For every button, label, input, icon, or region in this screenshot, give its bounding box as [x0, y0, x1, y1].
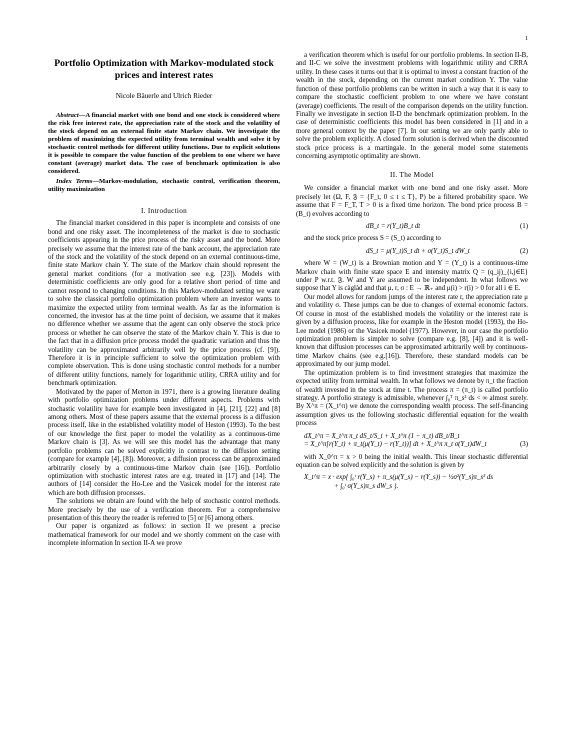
- equation-2-body: dS_t = μ(Y_t)S_t dt + σ(Y_t)S_t dW_t: [366, 247, 470, 255]
- equation-3-number: (3): [519, 441, 528, 449]
- index-terms: [48, 178, 280, 194]
- model-paragraph: The optimization problem is to find investment strategies that maximize the expected utility from terminal wealth. In what follows we denote by π_t the fraction of wealth invested in the stock at time t. The process π = (π_t) is called portfolio strategy. A portfolio strategy is admissible, whenever ∫₀ᵀ π_s² ds < ∞ almost surely. By X^π = (X_t^π) we denote the corresponding wealth process. The self-financing assumption gives us the following stochastic differential equation for the wealth process: [296, 369, 528, 428]
- page-number: 1: [525, 36, 528, 42]
- model-paragraph: with X_0^π = x > 0 being the initial wealth. This linear stochastic differential equation can be solved explicitly and the solution is given by: [296, 453, 528, 469]
- intro-paragraph: The financial market considered in this paper is incomplete and consists of one bond and one risky asset. The incompleteness of the market is due to stochastic coefficients appearing in the price process of the risky asset and the bond. More precisely we assume that the interest rate of the bank account, the appreciation rate of the stock and the volatility of the stock depend on an external continuous-time, finite state Markov chain Y. The state of the Markov chain should represent the general market conditions (for a motivation see e.g. [23]). Models with deterministic coefficients are only good for a relative short period of time and cannot respond to changing conditions. In this Markov-modulated setting we want to solve the classical portfolio optimization problem where an investor wants to maximize the expected utility from terminal wealth. As far as the information is concerned, the investor has at the time point of decision, we assume that it makes no difference whether we assume that the agent can only observe the stock price process or whether he can observe the state of the Markov chain Y. This is due to the fact that in a diffusion price process model the quadratic variation and thus the volatility can be approximated arbitrarily well by the price process (cf. [9]). Therefore it is in principle sufficient to solve the optimization problem with complete observation. This is done using stochastic control methods for a number of different utility functions, namely for logarithmic utility, CRRA utility and for benchmark optimization.: [48, 220, 280, 388]
- intro-paragraph: Our paper is organized as follows: in section II we present a precise mathematical framework for our model and we shortly comment on the case with incomplete information In section II-A we prove: [48, 523, 280, 548]
- equation-4: [296, 474, 528, 491]
- equation-4b-body: + ∫₀ᵗ σ(Y_s)π_s dW_s }.: [334, 482, 399, 490]
- paper-authors: Nicole Bäuerle and Ulrich Rieder: [115, 92, 213, 101]
- abstract-text: —A financial market with one bond and one stock is considered where the risk free interest rate, the appreciation rate of the stock and the volatility of the stock depend on an external finite state Markov chain. We investigate the problem of maximizing the expected utility from terminal wealth and solve it by stochastic control methods for different utility functions. Due to explicit solutions it is possible to compare the value function of the problem to one where we have constant (average) market data. The case of benchmark optimization is also considered.: [48, 112, 280, 176]
- model-paragraph: where W = (W_t) is a Brownian motion and Y = (Y_t) is a continuous-time Markov chain with finite state space E and intensity matrix Q = (q_ij)_{i,j∈E} under P w.r.t. 𝔉. W and Y are assumed to be independent. In what follows we suppose that Y is càglàd and that μ, r, σ : E → ℝ₊ and μ(i) > r(i) > 0 for all i ∈ E.: [296, 260, 528, 293]
- equation-2: [296, 248, 528, 256]
- equation-2-number: (2): [519, 247, 528, 255]
- model-paragraph: and the stock price process S = (S_t) according to: [304, 235, 441, 243]
- section-heading-introduction: I. Introduction: [140, 206, 188, 215]
- equation-3: [296, 433, 528, 450]
- equation-4-line-2: [304, 483, 528, 491]
- model-paragraph: Our model allows for random jumps of the interest rate r, the appreciation rate μ and volatility σ. These jumps can be due to changes of external economic factors. Of course in most of the established models the volatility or the interest rate is given by a diffusion process, like for example in the Heston model (1993), the Ho-Lee model (1986) or the Vasicek model (1977). However, in our case the portfolio optimization problem is simpler to solve (compare e.g. [8], [4]) and it is well-known that diffusion processes can be approximated arbitrarily well by continuous-time Markov chains (see e.g.[16]). Therefore, these standard models can be approximated by our jump model.: [296, 293, 528, 369]
- left-column: [48, 44, 280, 549]
- right-column: [296, 52, 528, 495]
- paper-title: Portfolio Optimization with Markov-modulated stock prices and interest rates: [54, 58, 274, 81]
- equation-1-body: dB_t = r(Y_t)B_t dt: [366, 222, 421, 230]
- intro-paragraph: The solutions we obtain are found with the help of stochastic control methods. More precisely by the use of a verification theorem. For a comprehensive presentation of this theory the reader is referred to [5] or [6] among others.: [48, 498, 280, 523]
- equation-3a-body: dX_t^π = X_t^π π_t dS_t/S_t + X_t^π (1 − π_t) dB_t/B_t: [304, 432, 460, 440]
- equation-3-line-2: [304, 441, 528, 449]
- index-terms-text: —Markov-modulation, stochastic control, verification theorem, utility maximization: [48, 178, 281, 194]
- equation-3-line-1: [304, 433, 528, 441]
- equation-3b-body: = X_t^π[r(Y_t) + π_t(μ(Y_t) − r(Y_t))] dt + X_t^π π_t σ(Y_t)dW_t: [304, 441, 487, 449]
- intro-continuation: a verification theorem which is useful for our portfolio problems. In section II-B, and II-C we solve the investment problems with logarithmic utility and CRRA utility. In these cases it turns out that it is optimal to invest a constant fraction of the wealth in the stock, depending on the current market condition Y. The value function of these portfolio problems can be written in such a way that it is easy to compare the stochastic coefficient problem to one where we have constant (average) coefficients. The result of the comparison depends on the utility function. Finally we investigate in section II-D the benchmark optimization problem. In the case of deterministic coefficients this model has been considered in [1] and in a more general context by the paper [7]. In our setting we are only partly able to solve the problem explicitly. A closed form solution is derived when the discounted stock price process is a martingale. In the general model some statements concerning asymptotic optimality are shown.: [296, 52, 528, 161]
- abstract: [48, 112, 280, 176]
- intro-paragraph: Motivated by the paper of Merton in 1971, there is a growing literature dealing with portfolio optimization problems under different aspects. Problems with stochastic volatility have for example been investigated in [4], [21], [22] and [8] among others. Most of these papers assume that the external process is a diffusion process itself, like in the established volatility model of Heston (1993). To the best of our knowledge the first paper to model the volatility as a continuous-time Markov chain is [3]. As we will see this model has the advantage that many portfolio problems can be solved explicitly in contrast to the diffusion setting (compare for example [4], [8]). Moreover, a diffusion process can be approximated arbitrarily closely by a continuous-time Markov chain (see [16]). Portfolio optimization with stochastic interest rates are e.g. treated in [17] and [14]. The authors of [14] consider the Ho-Lee and the Vasicek model for the interest rate which are both diffusion processes.: [48, 388, 280, 497]
- equation-1: [296, 223, 528, 231]
- section-heading-model: II. The Model: [390, 171, 434, 180]
- equation-4-line-1: [304, 474, 528, 482]
- model-paragraph: We consider a financial market with one bond and one risky asset. More precisely let (Ω, F, 𝔉 = {F_t, 0 ≤ t ≤ T}, P) be a filtered probability space. We assume that F = F_T, T > 0 is a fixed time horizon. The bond price process B = (B_t) evolves according to: [296, 185, 528, 218]
- index-terms-lead: Index Terms: [56, 178, 93, 186]
- equation-1-number: (1): [519, 222, 528, 230]
- abstract-lead: Abstract: [56, 112, 79, 120]
- equation-4a-body: X_t^π = x · exp{ ∫₀ᵗ r(Y_s) + π_s(μ(Y_s) − r(Y_s)) − ½σ²(Y_s)π_s² ds: [304, 474, 494, 482]
